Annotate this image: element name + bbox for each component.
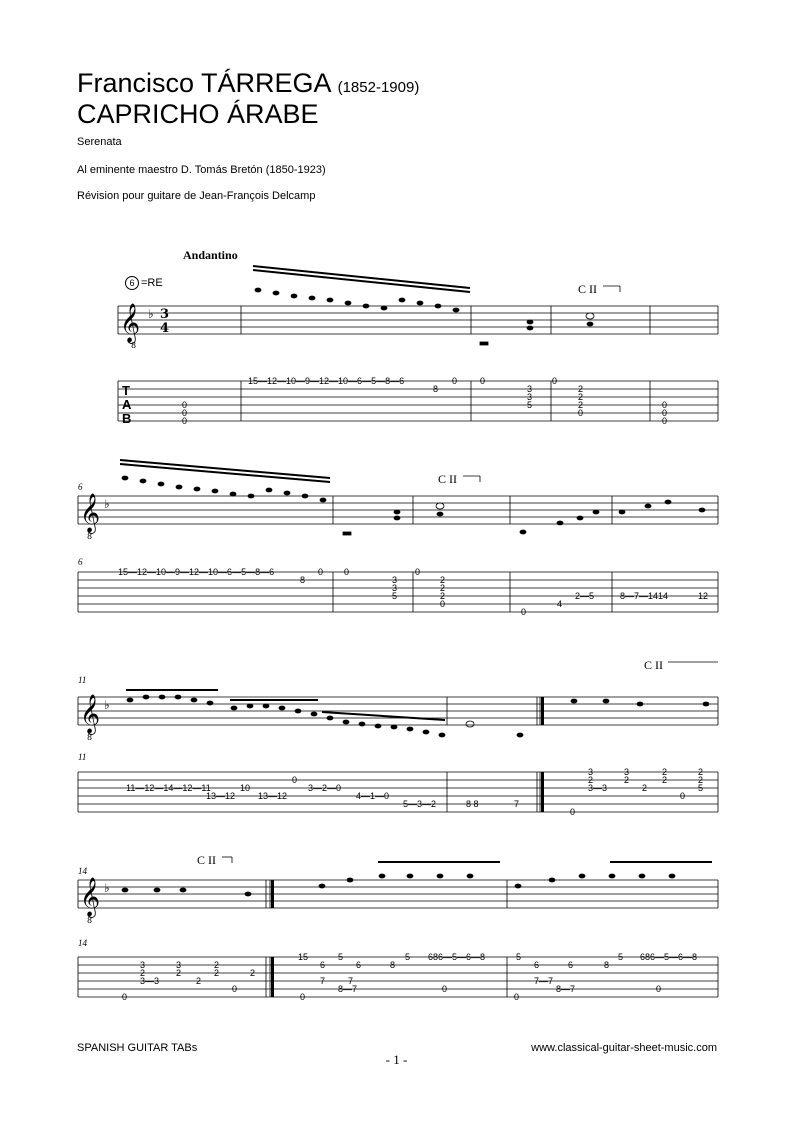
svg-text:15—12—10—9—12—10—6—5—8—6: 15—12—10—9—12—10—6—5—8—6 bbox=[118, 567, 275, 577]
svg-text:3: 3 bbox=[176, 960, 182, 970]
svg-text:2: 2 bbox=[250, 968, 256, 978]
tab-numbers-system-4 bbox=[122, 952, 697, 1002]
svg-text:0: 0 bbox=[662, 416, 668, 426]
svg-text:0: 0 bbox=[300, 992, 306, 1002]
svg-text:0: 0 bbox=[344, 567, 350, 577]
svg-text:15—12—10—9—12—10—6—5—8—6: 15—12—10—9—12—10—6—5—8—6 bbox=[248, 376, 405, 386]
tuning-note: =RE bbox=[141, 277, 163, 289]
measure-number-14: 14 bbox=[78, 866, 87, 876]
svg-text:0: 0 bbox=[182, 416, 188, 426]
svg-text:8—7: 8—7 bbox=[556, 984, 576, 994]
svg-text:3: 3 bbox=[527, 392, 533, 402]
svg-text:0: 0 bbox=[318, 567, 324, 577]
piece-subtitle: Serenata bbox=[77, 136, 122, 148]
svg-text:0: 0 bbox=[662, 408, 668, 418]
svg-text:686—5—6—8: 686—5—6—8 bbox=[428, 952, 486, 962]
svg-text:5: 5 bbox=[516, 952, 522, 962]
svg-text:8: 8 bbox=[131, 341, 137, 350]
tab-measure-number-11: 11 bbox=[78, 752, 87, 762]
svg-text:3: 3 bbox=[588, 767, 594, 777]
svg-text:8: 8 bbox=[390, 960, 396, 970]
page-number: - 1 - bbox=[385, 1052, 408, 1067]
svg-text:2: 2 bbox=[624, 775, 630, 785]
svg-text:8—7: 8—7 bbox=[338, 984, 358, 994]
svg-text:5—3—2: 5—3—2 bbox=[403, 799, 437, 809]
svg-text:2: 2 bbox=[440, 575, 446, 585]
svg-text:8: 8 bbox=[87, 532, 93, 541]
svg-text:6: 6 bbox=[568, 960, 574, 970]
svg-text:7: 7 bbox=[348, 976, 354, 986]
svg-text:6: 6 bbox=[356, 960, 362, 970]
svg-text:♭: ♭ bbox=[104, 881, 110, 895]
svg-text:2: 2 bbox=[642, 783, 648, 793]
svg-text:15: 15 bbox=[298, 952, 309, 962]
svg-text:5: 5 bbox=[618, 952, 624, 962]
svg-text:6: 6 bbox=[320, 960, 326, 970]
svg-text:3: 3 bbox=[160, 307, 170, 322]
svg-text:C II: C II bbox=[197, 853, 216, 867]
svg-text:13—12: 13—12 bbox=[206, 791, 236, 801]
svg-text:2: 2 bbox=[698, 775, 704, 785]
svg-text:0: 0 bbox=[440, 599, 446, 609]
svg-text:♭: ♭ bbox=[104, 698, 110, 712]
svg-text:4—1—0: 4—1—0 bbox=[356, 791, 390, 801]
svg-text:11—12—14—12—11: 11—12—14—12—11 bbox=[126, 783, 211, 793]
svg-text:13—12: 13—12 bbox=[258, 791, 288, 801]
svg-text:7—7: 7—7 bbox=[534, 976, 554, 986]
svg-text:C II: C II bbox=[438, 472, 457, 486]
svg-text:2: 2 bbox=[662, 767, 668, 777]
svg-text:6: 6 bbox=[534, 960, 540, 970]
svg-text:B: B bbox=[122, 411, 132, 426]
tab-measure-number-6: 6 bbox=[78, 557, 83, 567]
svg-text:2: 2 bbox=[140, 968, 146, 978]
svg-text:8: 8 bbox=[87, 733, 93, 742]
svg-text:0: 0 bbox=[442, 984, 448, 994]
svg-text:8: 8 bbox=[604, 960, 610, 970]
svg-text:8: 8 bbox=[300, 575, 306, 585]
svg-text:2: 2 bbox=[698, 767, 704, 777]
tab-measure-number-14: 14 bbox=[78, 938, 87, 948]
svg-text:♭: ♭ bbox=[148, 307, 154, 321]
svg-text:♭: ♭ bbox=[104, 497, 110, 511]
svg-text:0: 0 bbox=[662, 400, 668, 410]
svg-text:2: 2 bbox=[440, 591, 446, 601]
revision-credit: Révision pour guitare de Jean-François Delcamp bbox=[77, 190, 316, 202]
svg-text:𝄞: 𝄞 bbox=[80, 493, 101, 533]
measure-number-11: 11 bbox=[78, 675, 87, 685]
composer-dates: (1852-1909) bbox=[337, 79, 420, 96]
svg-text:3: 3 bbox=[624, 767, 630, 777]
svg-text:0: 0 bbox=[570, 807, 576, 817]
svg-text:2: 2 bbox=[578, 400, 584, 410]
svg-text:C II: C II bbox=[578, 282, 597, 296]
svg-text:𝄞: 𝄞 bbox=[80, 694, 101, 734]
piece-title: CAPRICHO ÁRABE bbox=[77, 99, 319, 129]
svg-text:0: 0 bbox=[656, 984, 662, 994]
svg-text:3—2—0: 3—2—0 bbox=[308, 783, 342, 793]
composer-name: Francisco TÁRREGA bbox=[77, 68, 331, 98]
string-number-circle: 6 bbox=[125, 276, 139, 290]
svg-text:0: 0 bbox=[480, 376, 486, 386]
svg-text:0: 0 bbox=[552, 376, 558, 386]
tab-numbers-system-3 bbox=[126, 767, 703, 817]
svg-text:0: 0 bbox=[415, 567, 421, 577]
svg-text:2—5: 2—5 bbox=[575, 591, 595, 601]
svg-text:T: T bbox=[122, 383, 130, 398]
svg-text:686—5—6—8: 686—5—6—8 bbox=[640, 952, 698, 962]
svg-text:5: 5 bbox=[527, 400, 533, 410]
svg-text:7: 7 bbox=[514, 799, 520, 809]
svg-text:8: 8 bbox=[433, 384, 439, 394]
svg-text:4: 4 bbox=[557, 599, 563, 609]
svg-text:3: 3 bbox=[527, 384, 533, 394]
svg-text:3—3: 3—3 bbox=[588, 783, 608, 793]
svg-text:5: 5 bbox=[698, 783, 704, 793]
svg-text:5: 5 bbox=[392, 591, 398, 601]
svg-text:0: 0 bbox=[452, 376, 458, 386]
svg-text:0: 0 bbox=[232, 984, 238, 994]
svg-text:2: 2 bbox=[578, 384, 584, 394]
svg-text:12: 12 bbox=[698, 591, 709, 601]
svg-text:0: 0 bbox=[122, 992, 128, 1002]
svg-text:0: 0 bbox=[578, 408, 584, 418]
svg-text:5: 5 bbox=[338, 952, 344, 962]
svg-text:3: 3 bbox=[392, 575, 398, 585]
svg-text:8: 8 bbox=[87, 916, 93, 925]
svg-text:𝄞: 𝄞 bbox=[80, 877, 101, 917]
svg-text:0: 0 bbox=[182, 400, 188, 410]
svg-text:0: 0 bbox=[521, 607, 527, 617]
svg-text:2: 2 bbox=[662, 775, 668, 785]
tab-clef bbox=[122, 383, 132, 426]
tab-system-4 bbox=[78, 957, 718, 997]
svg-text:𝄞: 𝄞 bbox=[120, 303, 141, 343]
staff-system-4 bbox=[78, 880, 718, 908]
tab-system-1 bbox=[118, 381, 718, 421]
svg-text:4: 4 bbox=[160, 321, 170, 336]
dedication: Al eminente maestro D. Tomás Bretón (1850-1923) bbox=[77, 164, 326, 176]
svg-text:3: 3 bbox=[392, 583, 398, 593]
svg-text:2: 2 bbox=[578, 392, 584, 402]
svg-text:10: 10 bbox=[240, 783, 251, 793]
svg-text:0: 0 bbox=[680, 791, 686, 801]
svg-text:2: 2 bbox=[214, 968, 220, 978]
tab-numbers-system-1 bbox=[182, 376, 667, 426]
svg-text:0: 0 bbox=[514, 992, 520, 1002]
svg-text:2: 2 bbox=[440, 583, 446, 593]
svg-text:2: 2 bbox=[176, 968, 182, 978]
svg-text:3—3: 3—3 bbox=[140, 976, 160, 986]
svg-text:7: 7 bbox=[320, 976, 326, 986]
svg-text:3: 3 bbox=[140, 960, 146, 970]
svg-text:C II: C II bbox=[644, 658, 663, 672]
svg-text:A: A bbox=[122, 397, 132, 412]
staff-system-3 bbox=[78, 697, 718, 725]
svg-text:2: 2 bbox=[214, 960, 220, 970]
svg-text:8—7—1414: 8—7—1414 bbox=[620, 591, 669, 601]
tempo-marking: Andantino bbox=[183, 248, 238, 262]
footer-left-text: SPANISH GUITAR TABs bbox=[77, 1042, 198, 1054]
svg-text:2: 2 bbox=[196, 976, 202, 986]
svg-text:0: 0 bbox=[182, 408, 188, 418]
svg-text:5: 5 bbox=[405, 952, 411, 962]
svg-text:0: 0 bbox=[292, 775, 298, 785]
svg-text:2: 2 bbox=[588, 775, 594, 785]
measure-number-6: 6 bbox=[78, 482, 83, 492]
staff-system-1 bbox=[118, 306, 718, 334]
footer-website[interactable]: www.classical-guitar-sheet-music.com bbox=[531, 1042, 717, 1054]
svg-text:8 8: 8 8 bbox=[466, 799, 479, 809]
